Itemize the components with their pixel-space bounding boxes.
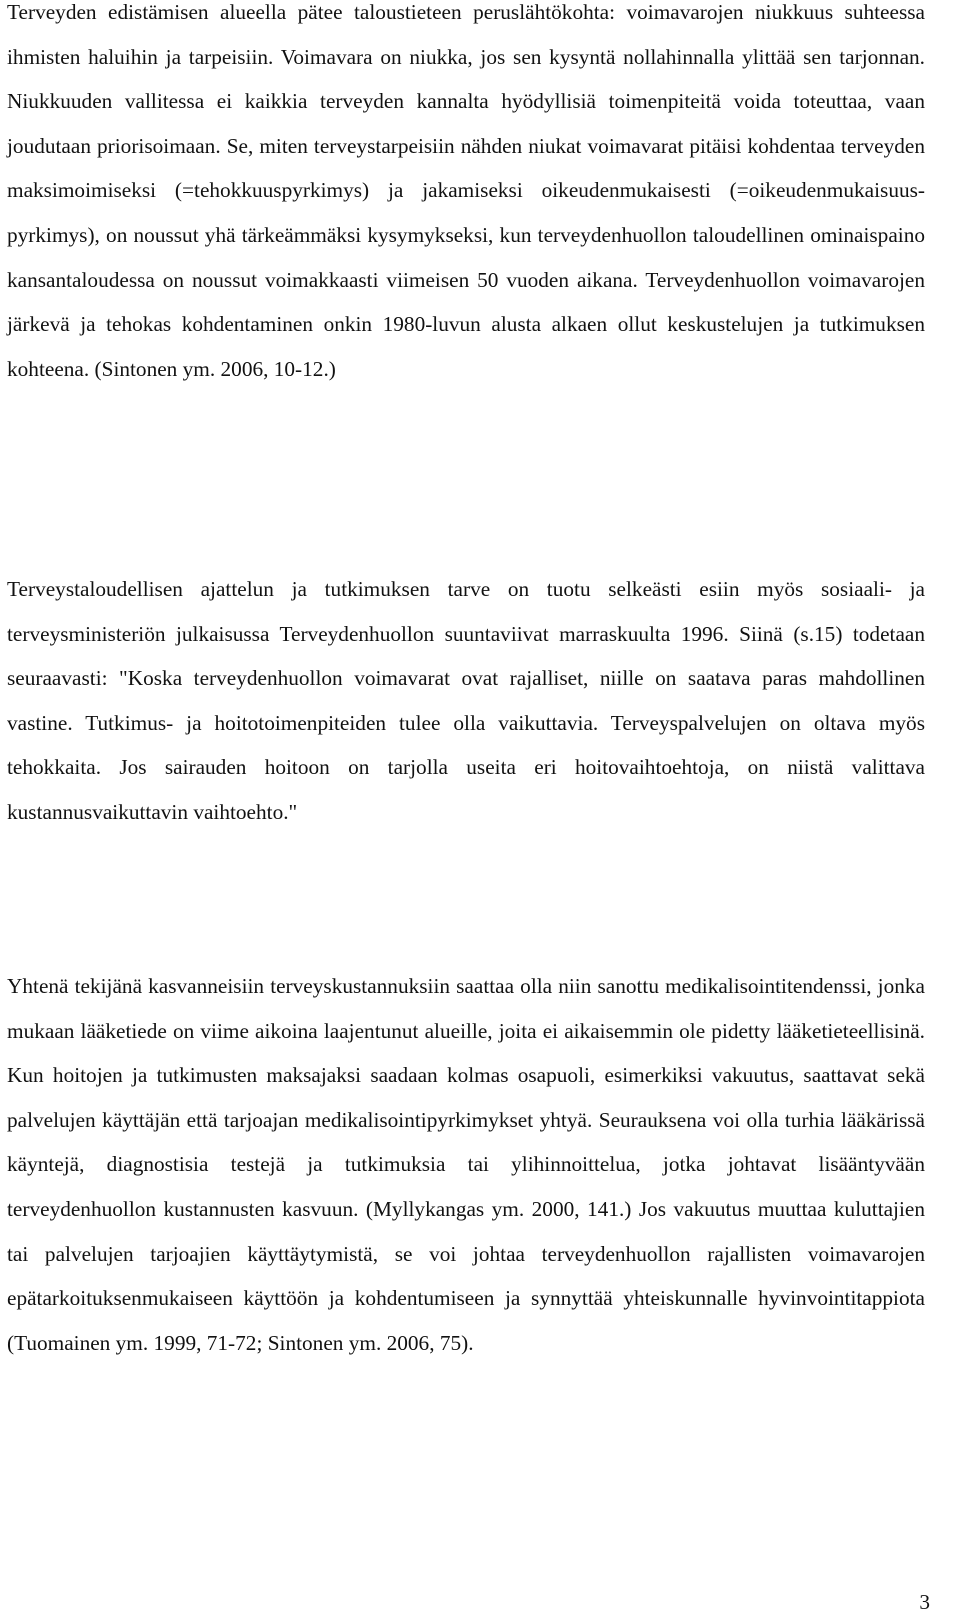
paragraph-health-economics-need: Terveystaloudellisen ajattelun ja tutkimuksen tarve on tuotu selkeästi esiin myös sosiaali- ja terveysministeriön julkaisussa Terveydenhuollon suuntaviivat marraskuulta 1996. Siinä (s.15) todetaan seuraavasti: "Koska terveydenhuollon voimavarat ovat rajalliset, niille on saatava paras mahdollinen vastine. Tutkimus- ja hoitotoimenpiteiden tulee olla vaikuttavia. Terveyspalvelujen on oltava myös tehokkaita. Jos sairauden hoitoon on tarjolla useita eri hoitovaihtoehtoja, on niistä valittava kustannusvaikuttavin vaihtoehto." [7,577,925,824]
page-number: 3 [919,1590,930,1614]
paragraph-resource-scarcity: Terveyden edistämisen alueella pätee taloustieteen peruslähtökohta: voimavarojen niukkuus suhteessa ihmisten haluihin ja tarpeisiin. Voimavara on niukka, jos sen kysyntä nollahinnalla ylittää sen tarjonnan. Niukkuuden vallitessa ei kaikkia terveyden kannalta hyödyllisiä toimenpiteitä voida toteuttaa, vaan joudutaan priorisoimaan. Se, miten terveystarpeisiin nähden niukat voimavarat pitäisi kohdentaa terveyden maksimoimiseksi (=tehokkuuspyrkimys) ja jakamiseksi oikeudenmukaisesti (=oikeudenmukaisuus-pyrkimys), on noussut yhä tärkeämmäksi kysymykseksi, kun terveydenhuollon taloudellinen ominaispaino kansantaloudessa on noussut voimakkaasti viimeisen 50 vuoden aikana. Terveydenhuollon voimavarojen järkevä ja tehokas kohdentaminen onkin 1980-luvun alusta alkaen ollut keskustelujen ja tutkimuksen kohteena. (Sintonen ym. 2006, 10-12.) [7,0,925,381]
paragraph-medicalisation: Yhtenä tekijänä kasvanneisiin terveyskustannuksiin saattaa olla niin sanottu medikalisointitendenssi, jonka mukaan lääketiede on viime aikoina laajentunut alueille, joita ei aikaisemmin ole pidetty lääketieteellisinä. Kun hoitojen ja tutkimusten maksajaksi saadaan kolmas osapuoli, esimerkiksi vakuutus, saattavat sekä palvelujen käyttäjän että tarjoajan medikalisointipyrkimykset yhtyä. Seurauksena voi olla turhia lääkärissä käyntejä, diagnostisia testejä ja tutkimuksia tai ylihinnoittelua, jotka johtavat lisääntyvään terveydenhuollon kustannusten kasvuun. (Myllykangas ym. 2000, 141.) Jos vakuutus muuttaa kuluttajien tai palvelujen tarjoajien käyttäytymistä, se voi johtaa terveydenhuollon rajallisten voimavarojen epätarkoituksenmukaiseen käyttöön ja kohdentumiseen ja synnyttää yhteiskunnalle hyvinvointitappiota (Tuomainen ym. 1999, 71-72; Sintonen ym. 2006, 75). [7,974,925,1355]
